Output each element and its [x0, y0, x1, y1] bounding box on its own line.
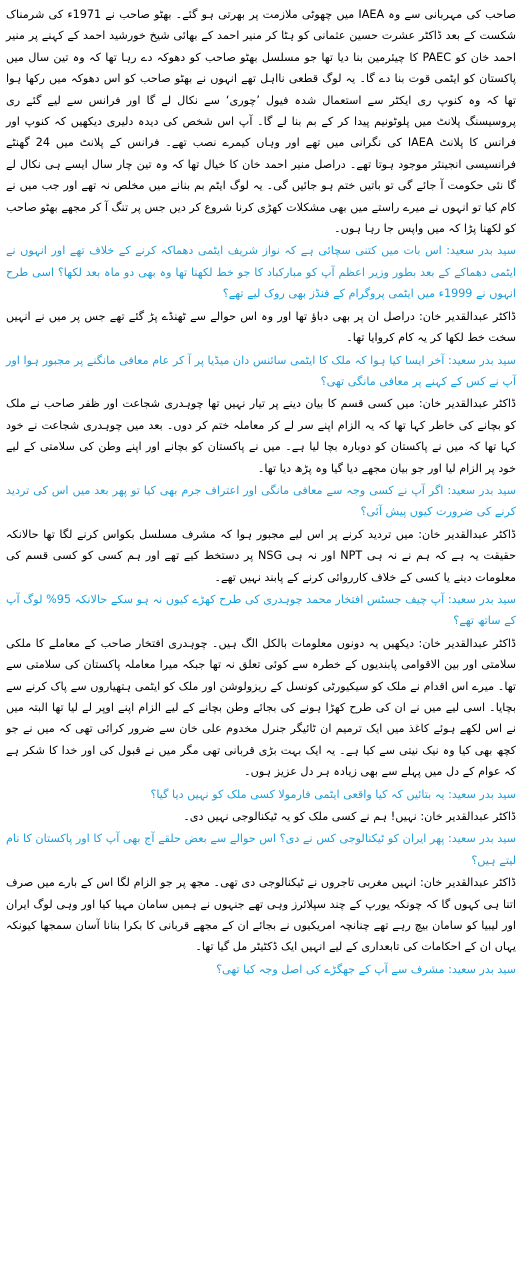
question-5: سید بدر سعید: یہ بتائیں کہ کیا واقعی ایٹمی فارمولا کسی ملک کو نہیں دیا گیا؟ [150, 787, 516, 801]
answer-2: ڈاکٹر عبدالقدیر خان: میں کسی قسم کا بیان دینے پر تیار نہیں تھا چوہدری شجاعت اور ظفر صاحب نے ملک کو بچانے کی خاطر کہا تھا کہ یہ الزام اپنے سر لے کر معاملہ ختم کر دوں۔ بعد میں چوہدری شجاعت نے خود کہا تھا کہ میں نے پاکستان کو دوبارہ بچا لیا ہے۔ میں نے پاکستان کو بچانے اور اپنے وطن کی سلامتی کے لیے خود پر الزام لیا اور جو بیان مجھے دیا گیا وہ پڑھ دیا تھا۔ [6, 397, 516, 475]
question-3: سید بدر سعید: اگر آپ نے کسی وجہ سے معافی مانگی اور اعتراف جرم بھی کیا تو پھر بعد میں اس کی تردید کرنے کی ضرورت کیوں پیش آئی؟ [6, 483, 516, 519]
question-1: سید بدر سعید: اس بات میں کتنی سچائی ہے کہ نواز شریف ایٹمی دھماکہ کرنے کے خلاف تھے اور انہوں نے ایٹمی دھماکے کے بعد بطور وزیر اعظم آپ کو مبارکباد کا جو خط لکھنا تھا وہ بھی دو ماہ بعد لکھا؟ اسی طرح انہوں نے 1999ء میں ایٹمی پروگرام کے فنڈز بھی روک لیے تھے؟ [6, 244, 516, 301]
question-4: سید بدر سعید: آپ چیف جسٹس افتخار محمد چوہدری کی طرح کھڑے کیوں نہ ہو سکے حالانکہ 95% لوگ آپ کے ساتھ تھے؟ [6, 592, 516, 628]
answer-1: ڈاکٹر عبدالقدیر خان: دراصل ان پر بھی دباؤ تھا اور وہ اس حوالے سے ٹھنڈے پڑ گئے تھے جس پر میں نے انہیں سخت خط لکھا کر یہ کام کروایا تھا۔ [6, 309, 516, 345]
answer-6: ڈاکٹر عبدالقدیر خان: انہیں مغربی تاجروں نے ٹیکنالوجی دی تھی۔ مجھ پر جو الزام لگا اس کے بارے میں صرف اتنا ہی کہوں گا کہ چونکہ یورپ کے چند سپلائرز وہی تھے جنہوں نے ہمیں سامان مہیا کیا اور وہی لوگ ایران اور لیبیا کو سامان بیچ رہے تھے چنانچہ امریکیوں نے بجائے ان کے مجھے قربانی کا بکرا بنانا آسان سمجھا کیونکہ یہاں ان کے احکامات کی تابعداری کے لیے انہیں ایک ڈکٹیٹر مل گیا تھا۔ [6, 876, 516, 954]
question-2: سید بدر سعید: آخر ایسا کیا ہوا کہ ملک کا ایٹمی سائنس دان میڈیا پر آ کر عام معافی مانگنے پر مجبور ہوا اور آپ نے کس کے کہنے پر معافی مانگی تھی؟ [6, 353, 516, 388]
answer-3: ڈاکٹر عبدالقدیر خان: میں تردید کرنے پر اس لیے مجبور ہوا کہ مشرف مسلسل بکواس کرنے لگا تھا حالانکہ حقیقت یہ ہے کہ ہم نے نہ ہی NPT اور نہ ہی NSG پر دستخط کیے تھے اور ہم کسی کو کسی قسم کی معلومات دینے یا کسی کے خلاف کارروائی کرنے کے پابند نہیں تھے۔ [6, 527, 516, 584]
question-6: سید بدر سعید: پھر ایران کو ٹیکنالوجی کس نے دی؟ اس حوالے سے بعض حلقے آج بھی آپ کا اور پاکستان کا نام لیتے ہیں؟ [6, 832, 516, 867]
intro-paragraph: صاحب کی مہربانی سے وہ IAEA میں چھوٹی ملازمت پر بھرتی ہو گئے۔ بھٹو صاحب نے 1971ء کی شرمناک شکست کے بعد ڈاکٹر عشرت حسین عثمانی کو ہٹا کر منیر احمد کے بھائی شیخ خورشید احمد کے کہنے پر منیر احمد خان کو PAEC کا چیئرمین بنا دیا تھا جو مسلسل بھٹو صاحب کو دھوکہ دے رہا تھا کہ وہ تین سال میں پاکستان کو ایٹمی قوت بنا دے گا۔ یہ لوگ قطعی نااہل تھے انہوں نے بھٹو صاحب کو اس دھوکہ میں رکھا ہوا تھا کہ وہ کنوپ ری ایکٹر سے استعمال شدہ فیول ’چوری‘ سے نکال لے گا اور فرانس سے لیے گئے ری پروسیسنگ پلانٹ میں پلوٹونیم پیدا کر کے بم بنا لے گا۔ آپ اس شخص کی دیدہ دلیری دیکھیں کہ کنوپ اور فرانس کا پلانٹ IAEA کی نگرانی میں تھے اور وہاں کیمرے نصب تھے۔ فرانس کے پلانٹ میں 24 گھنٹے فرانسیسی انجینئر موجود ہوتا تھے۔ دراصل منیر احمد خان کا خیال تھا کہ وہ تین چار سال ایسے ہی نکال لے گا نئی حکومت آ جائے گی تو باتیں ختم ہو جائیں گی۔ یہ لوگ ایٹم بم بنانے میں مخلص نہ تھے اور جب میں نے کام کیا تو انہوں نے میرے راستے میں بھی مشکلات کھڑی کرنا شروع کر دیں جس پر تنگ آ کر مجھے بھٹو صاحب کو لکھنا پڑا کہ میں واپس جا رہا ہوں۔ [6, 8, 516, 236]
answer-4: ڈاکٹر عبدالقدیر خان: دیکھیں یہ دونوں معلومات بالکل الگ ہیں۔ چوہدری افتخار صاحب کے معاملے کا ملکی سلامتی اور بین الاقوامی پابندیوں کے خطرہ سے کوئی تعلق نہ تھا جبکہ میرا معاملہ پاکستان کی سلامتی سے تھا۔ میرے اس اقدام نے ملک کو سیکیورٹی کونسل کے ریزولوشن اور ملک کو ایٹمی ہتھیاروں سے پاک کرنے سے بچایا۔ اسی لیے میں نے ان کی طرح کھڑا ہونے کی بجائے وطن بچانے کے لیے الزام اپنے اوپر لے لیا تھا البتہ میں نے اس لکھے ہوئے کاغذ میں ایک ترمیم ان ٹائیگر جنرل مخدوم علی خان سے ضرور کرائی تھی کہ میں نے جو کچھ بھی کیا وہ نیک نیتی سے کیا ہے۔ یہ ایک بہت بڑی قربانی تھی مگر میں نے قبول کی اور خدا کا شکر ہے کہ عوام کے دل میں پہلے سے بھی زیادہ ہر دل عزیز ہوں۔ [6, 636, 516, 779]
answer-5: ڈاکٹر عبدالقدیر خان: نہیں! ہم نے کسی ملک کو یہ ٹیکنالوجی نہیں دی۔ [183, 810, 516, 824]
question-7: سید بدر سعید: مشرف سے آپ کے جھگڑے کی اصل وجہ کیا تھی؟ [216, 962, 516, 976]
